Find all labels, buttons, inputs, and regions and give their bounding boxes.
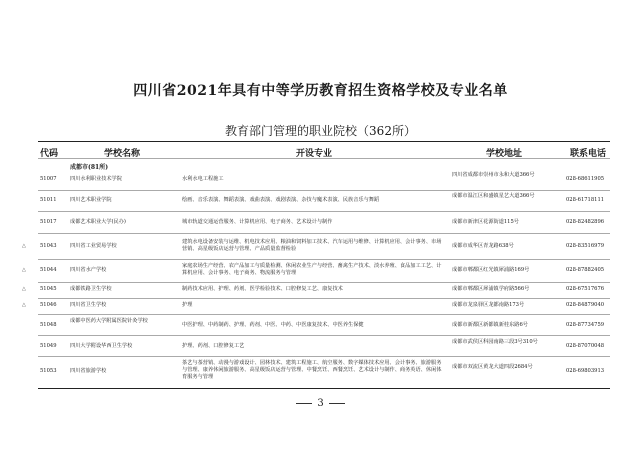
row-school: 四川艺术职业学院 (70, 197, 112, 203)
row-rule (38, 282, 610, 283)
header-address: 学校地址 (486, 149, 523, 159)
row-mark: △ (22, 267, 26, 273)
row-rule (38, 190, 610, 191)
row-school: 成都铁路卫生学校 (70, 286, 112, 292)
page-number-text: 3 (317, 398, 324, 409)
table-bottom-rule (38, 388, 610, 389)
row-address: 成都市成华区青龙路638号 (452, 243, 514, 249)
row-majors: 家庭农场生产经营、农产品加工与质量检测、休闲农业生产与经营、畜禽生产技术、淡水养殖、食品加工工艺、计算机应用、会计事务、电子商务、物流服务与管理 (182, 263, 442, 276)
row-phone: 028-61718111 (566, 197, 605, 203)
region-label: 成都市(81所) (70, 164, 109, 171)
row-code: 51045 (40, 286, 57, 292)
row-code: 51043 (40, 243, 57, 249)
row-rule (38, 211, 610, 212)
row-phone: 028-84879040 (566, 302, 605, 308)
row-code: 51053 (40, 368, 57, 374)
row-rule (38, 356, 610, 357)
row-phone: 028-68611905 (566, 176, 605, 182)
row-address: 成都市龙泉驿区龙都南路173号 (452, 302, 525, 308)
row-address: 成都市温江区和盛镇星艺大道366号 (452, 193, 535, 199)
row-school: 四川省旅游学校 (70, 368, 107, 374)
row-school: 四川省卫生学校 (70, 302, 107, 308)
header-bottom-rule (38, 158, 610, 159)
row-rule (38, 298, 610, 299)
row-address: 成都市新都区新都镇新桂东路6号 (452, 322, 528, 328)
row-majors: 建筑水电设备安装与运维、机电技术应用、粮油和饲料加工技术、汽车运用与维修、计算机应用、会计事务、市场营销、高星级饭店运营与管理、产品质量监督检验 (182, 239, 442, 252)
row-address: 成都市双流区黄龙大道四段2684号 (452, 364, 533, 370)
row-code: 51046 (40, 302, 57, 308)
row-school: 四川省水产学校 (70, 267, 107, 273)
row-majors: 制药技术应用、护理、药剂、医学检验技术、口腔修复工艺、康复技术 (182, 286, 343, 292)
row-code: 51044 (40, 267, 57, 273)
row-rule (38, 233, 610, 234)
row-school: 成都中医药大学附属医院针灸学校 (70, 318, 148, 324)
row-address: 成都市新津区花源街道115号 (452, 219, 519, 225)
row-mark: △ (22, 286, 26, 292)
section-subtitle: 教育部门管理的职业院校（362所） (225, 124, 416, 138)
row-phone: 028-87070048 (566, 343, 605, 349)
page-dash-left (296, 403, 312, 404)
row-school: 四川省工业贸易学校 (70, 243, 117, 249)
page-dash-right (329, 403, 345, 404)
row-code: 51017 (40, 219, 57, 225)
row-address: 成都市武侯区科园南路三段3号310号 (452, 339, 538, 345)
row-majors: 护理 (182, 302, 193, 308)
row-majors: 茶艺与茶营销、动漫与游戏设计、园林技术、建筑工程施工、航空服务、数字媒体技术应用、会计事务、旅游服务与管理、康养休闲旅游服务、高星级饭店运营与管理、中餐烹饪、西餐烹饪、艺术设计与制作、商务英语、休闲体育服务与管理 (182, 360, 442, 380)
row-address: 四川省成都市崇州市永和大道366号 (452, 172, 535, 178)
page-number (0, 398, 641, 409)
header-phone: 联系电话 (570, 149, 607, 159)
row-phone: 028-87882405 (566, 267, 605, 273)
row-school: 四川水利职业技术学院 (70, 176, 122, 182)
row-phone: 028-87734759 (566, 322, 605, 328)
row-school: 成都艺术职业大学(民办) (70, 219, 126, 225)
row-majors: 绘画、音乐表演、舞蹈表演、戏曲表演、戏剧表演、杂技与魔术表演、民族音乐与舞蹈 (182, 197, 380, 203)
header-school: 学校名称 (104, 149, 141, 159)
row-code: 51007 (40, 176, 57, 182)
row-code: 51049 (40, 343, 57, 349)
row-mark: △ (22, 243, 26, 249)
row-rule (38, 335, 610, 336)
row-mark: △ (22, 302, 26, 308)
table-top-rule (38, 141, 610, 142)
row-rule (38, 259, 610, 260)
row-majors: 水利水电工程施工 (182, 176, 224, 182)
row-phone: 028-67517676 (566, 286, 605, 292)
header-majors: 开设专业 (296, 149, 333, 159)
document-title: 四川省2021年具有中等学历教育招生资格学校及专业名单 (133, 83, 508, 99)
row-majors: 护理、药剂、口腔修复工艺 (182, 343, 245, 349)
row-code: 51011 (40, 197, 57, 203)
row-address: 成都市郫都区红光镇犀浦路169号 (452, 267, 530, 273)
row-phone: 028-69803913 (566, 368, 605, 374)
row-phone: 028-82482896 (566, 219, 605, 225)
row-school: 四川大学附设华西卫生学校 (70, 343, 133, 349)
row-majors: 城市轨道交通运营服务、计算机应用、电子商务、艺术设计与制作 (182, 219, 333, 225)
row-code: 51048 (40, 322, 57, 328)
row-phone: 028-83516979 (566, 243, 605, 249)
row-rule (38, 314, 610, 315)
row-address: 成都市郫都区犀浦镇学府路566号 (452, 286, 530, 292)
row-majors: 中医护理、中药制药、护理、药剂、中医、中药、中医康复技术、中医养生保健 (182, 322, 364, 328)
header-code: 代码 (40, 149, 59, 159)
